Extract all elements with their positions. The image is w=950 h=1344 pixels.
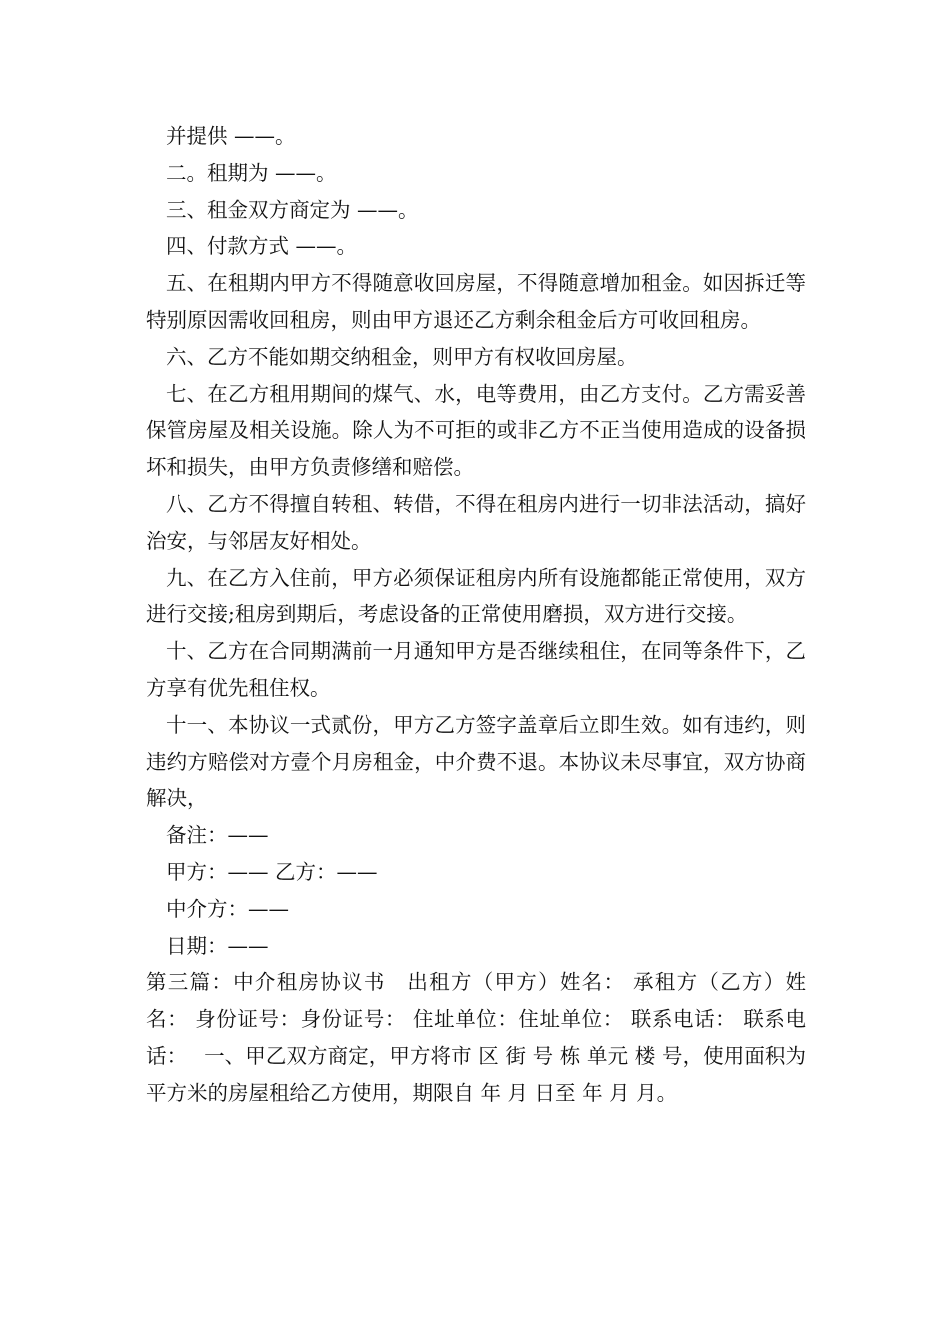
clause-ten: 十、乙方在合同期满前一月通知甲方是否继续租住，在同等条件下，乙方享有优先租住权。 xyxy=(146,639,806,700)
clause-eleven: 十一、本协议一式贰份，甲方乙方签字盖章后立即生效。如有违约，则违约方赔偿对方壹个月房租金，中介费不退。本协议未尽事宜，双方协商解决， xyxy=(146,712,806,811)
remarks-line: 备注：—— xyxy=(166,823,269,848)
clause-seven: 七、在乙方租用期间的煤气、水，电等费用，由乙方支付。乙方需妥善保管房屋及相关设施。除人为不可拒的或非乙方不正当使用造成的设备损坏和损失，由甲方负责修缮和赔偿。 xyxy=(146,381,806,480)
section-three-intro: 第三篇：中介租房协议书 出租方（甲方）姓名： 承租方（乙方）姓名： 身份证号：身份证号： 住址单位：住址单位： 联系电话： 联系电话： 一、甲乙双方商定，甲方将市 区 街 号 栋 单元 楼 号，使用面积为平方米的房屋租给乙方使用，期限自 年 月 日至 年 月 月。 xyxy=(146,970,806,1105)
clause-eight: 八、乙方不得擅自转租、转借，不得在租房内进行一切非法活动，搞好治安，与邻居友好相处。 xyxy=(146,491,806,553)
clause-five: 五、在租期内甲方不得随意收回房屋，不得随意增加租金。如因拆迁等特别原因需收回租房，则由甲方退还乙方剩余租金后方可收回租房。 xyxy=(146,271,806,332)
date-line: 日期：—— xyxy=(166,933,269,958)
paragraph-provide: 并提供 ——。 xyxy=(166,124,296,148)
signatures-line: 甲方：—— 乙方：—— xyxy=(166,859,378,884)
clause-payment-method: 四、付款方式 ——。 xyxy=(166,234,358,259)
clause-rent-amount: 三、租金双方商定为 ——。 xyxy=(166,197,419,222)
document-body xyxy=(146,118,806,1112)
agent-line: 中介方：—— xyxy=(166,896,289,921)
clause-six: 六、乙方不能如期交纳租金，则甲方有权收回房屋。 xyxy=(166,344,638,369)
clause-nine: 九、在乙方入住前，甲方必须保证租房内所有设施都能正常使用，双方进行交接;租房到期后，考虑设备的正常使用磨损，双方进行交接。 xyxy=(146,565,806,627)
clause-lease-term: 二。租期为 ——。 xyxy=(166,160,337,185)
